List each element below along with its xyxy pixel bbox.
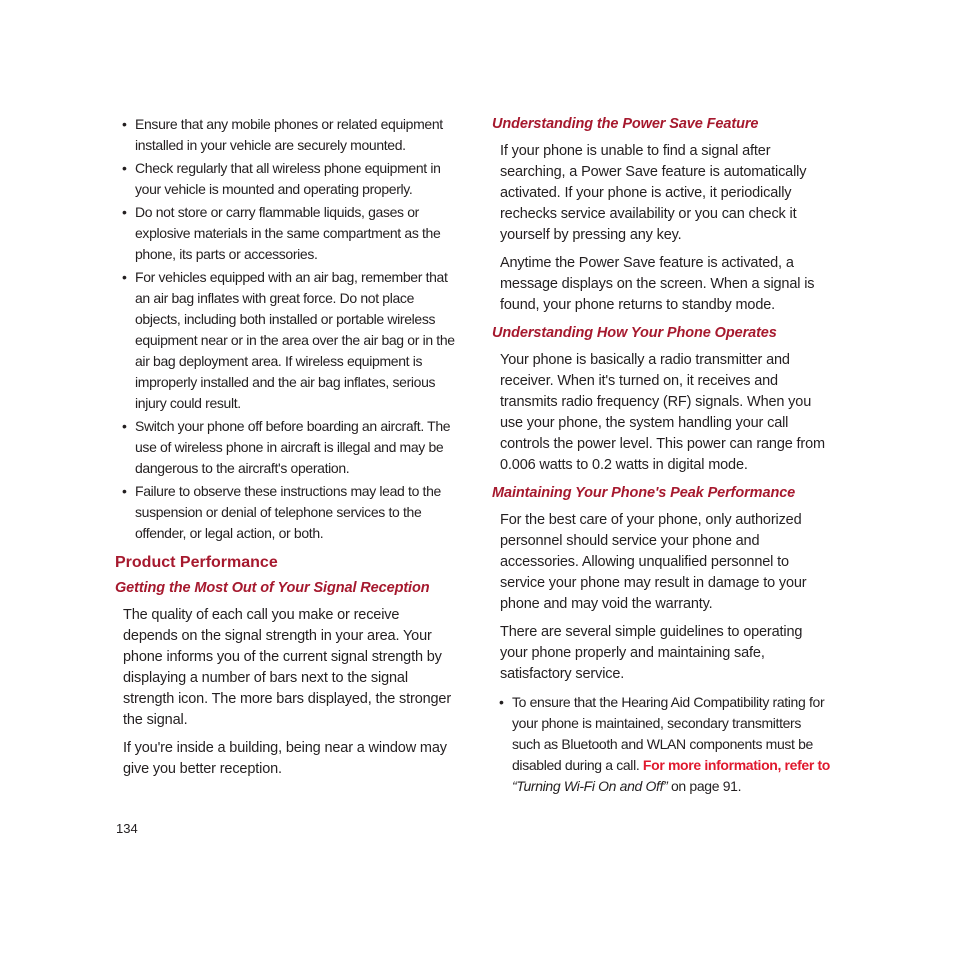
bullet-dot: •	[122, 160, 127, 176]
bullet-item	[115, 202, 455, 265]
bullet-text: Ensure that any mobile phones or related equipment installed in your vehicle are securely mounted.	[135, 116, 443, 153]
bullet-text: Switch your phone off before boarding an aircraft. The use of wireless phone in aircraft is illegal and may be dangerous to the aircraft's operation.	[135, 418, 451, 476]
bullet-item	[115, 114, 455, 156]
paragraph: If you're inside a building, being near a window may give you better reception.	[123, 740, 447, 777]
paragraph: If your phone is unable to find a signal after searching, a Power Save feature is automatically activated. If your phone is active, it periodically rechecks service availability or you can check it yourself by pressing any key.	[500, 143, 807, 243]
bullet-item	[115, 481, 455, 544]
bullet-text: For vehicles equipped with an air bag, remember that an air bag inflates with great force. Do not place objects, including both installed or portable wireless equipment near or in the area over the air bag or in the air bag deployment area. If wireless equipment is improperly installed and the air bag inflates, serious injury could result.	[135, 269, 455, 411]
paragraph: The quality of each call you make or receive depends on the signal strength in your area. Your phone informs you of the current signal strength by displaying a number of bars next to the signal strength icon. The more bars displayed, the stronger the signal.	[123, 607, 452, 728]
subsection-title-signal-reception: Getting the Most Out of Your Signal Reception	[115, 580, 430, 596]
safety-bullet-list	[115, 114, 455, 544]
bullet-item	[115, 416, 455, 479]
bullet-text: Failure to observe these instructions may lead to the suspension or denial of telephone services to the offender, or legal action, or both.	[135, 483, 441, 541]
bullet-text: Check regularly that all wireless phone equipment in your vehicle is mounted and operating properly.	[135, 160, 441, 197]
bullet-dot: •	[122, 269, 127, 285]
paragraph: There are several simple guidelines to operating your phone properly and maintaining safe, satisfactory service.	[500, 624, 803, 682]
left-column	[115, 114, 455, 787]
right-column	[492, 114, 832, 799]
bullet-item	[115, 267, 455, 414]
bullet-dot: •	[122, 418, 127, 434]
cross-reference-suffix: on page 91.	[671, 778, 742, 794]
cross-reference-link[interactable]: “Turning Wi-Fi On and Off”	[512, 778, 668, 794]
bullet-dot: •	[499, 694, 504, 710]
section-title-product-performance: Product Performance	[115, 554, 278, 571]
paragraph: For the best care of your phone, only authorized personnel should service your phone and accessories. Allowing unqualified personnel to service your phone may result in damage to your phone and may void the warranty.	[500, 512, 807, 612]
bullet-text: Do not store or carry flammable liquids, gases or explosive materials in the same compartment as the phone, its parts or accessories.	[135, 204, 441, 262]
bullet-item	[492, 692, 832, 797]
subsection-title-power-save: Understanding the Power Save Feature	[492, 116, 759, 132]
paragraph: Your phone is basically a radio transmitter and receiver. When it's turned on, it receives and transmits radio frequency (RF) signals. When you use your phone, the system handling your call controls the power level. This power can range from 0.006 watts to 0.2 watts in digital mode.	[500, 352, 825, 473]
bullet-dot: •	[122, 204, 127, 220]
hearing-aid-bullet-list	[492, 692, 832, 797]
bullet-text: To ensure that the Hearing Aid Compatibility rating for your phone is maintained, secondary transmitters such as Bluetooth and WLAN components must be disabled during a call.	[512, 694, 825, 773]
paragraph: Anytime the Power Save feature is activated, a message displays on the screen. When a signal is found, your phone returns to standby mode.	[500, 255, 815, 313]
bullet-item	[115, 158, 455, 200]
subsection-title-peak-performance: Maintaining Your Phone's Peak Performance	[492, 485, 796, 501]
cross-reference-prefix: For more information, refer to	[642, 757, 830, 773]
bullet-dot: •	[122, 116, 127, 132]
bullet-dot: •	[122, 483, 127, 499]
page-number: 134	[116, 821, 138, 836]
subsection-title-phone-operates: Understanding How Your Phone Operates	[492, 325, 777, 341]
